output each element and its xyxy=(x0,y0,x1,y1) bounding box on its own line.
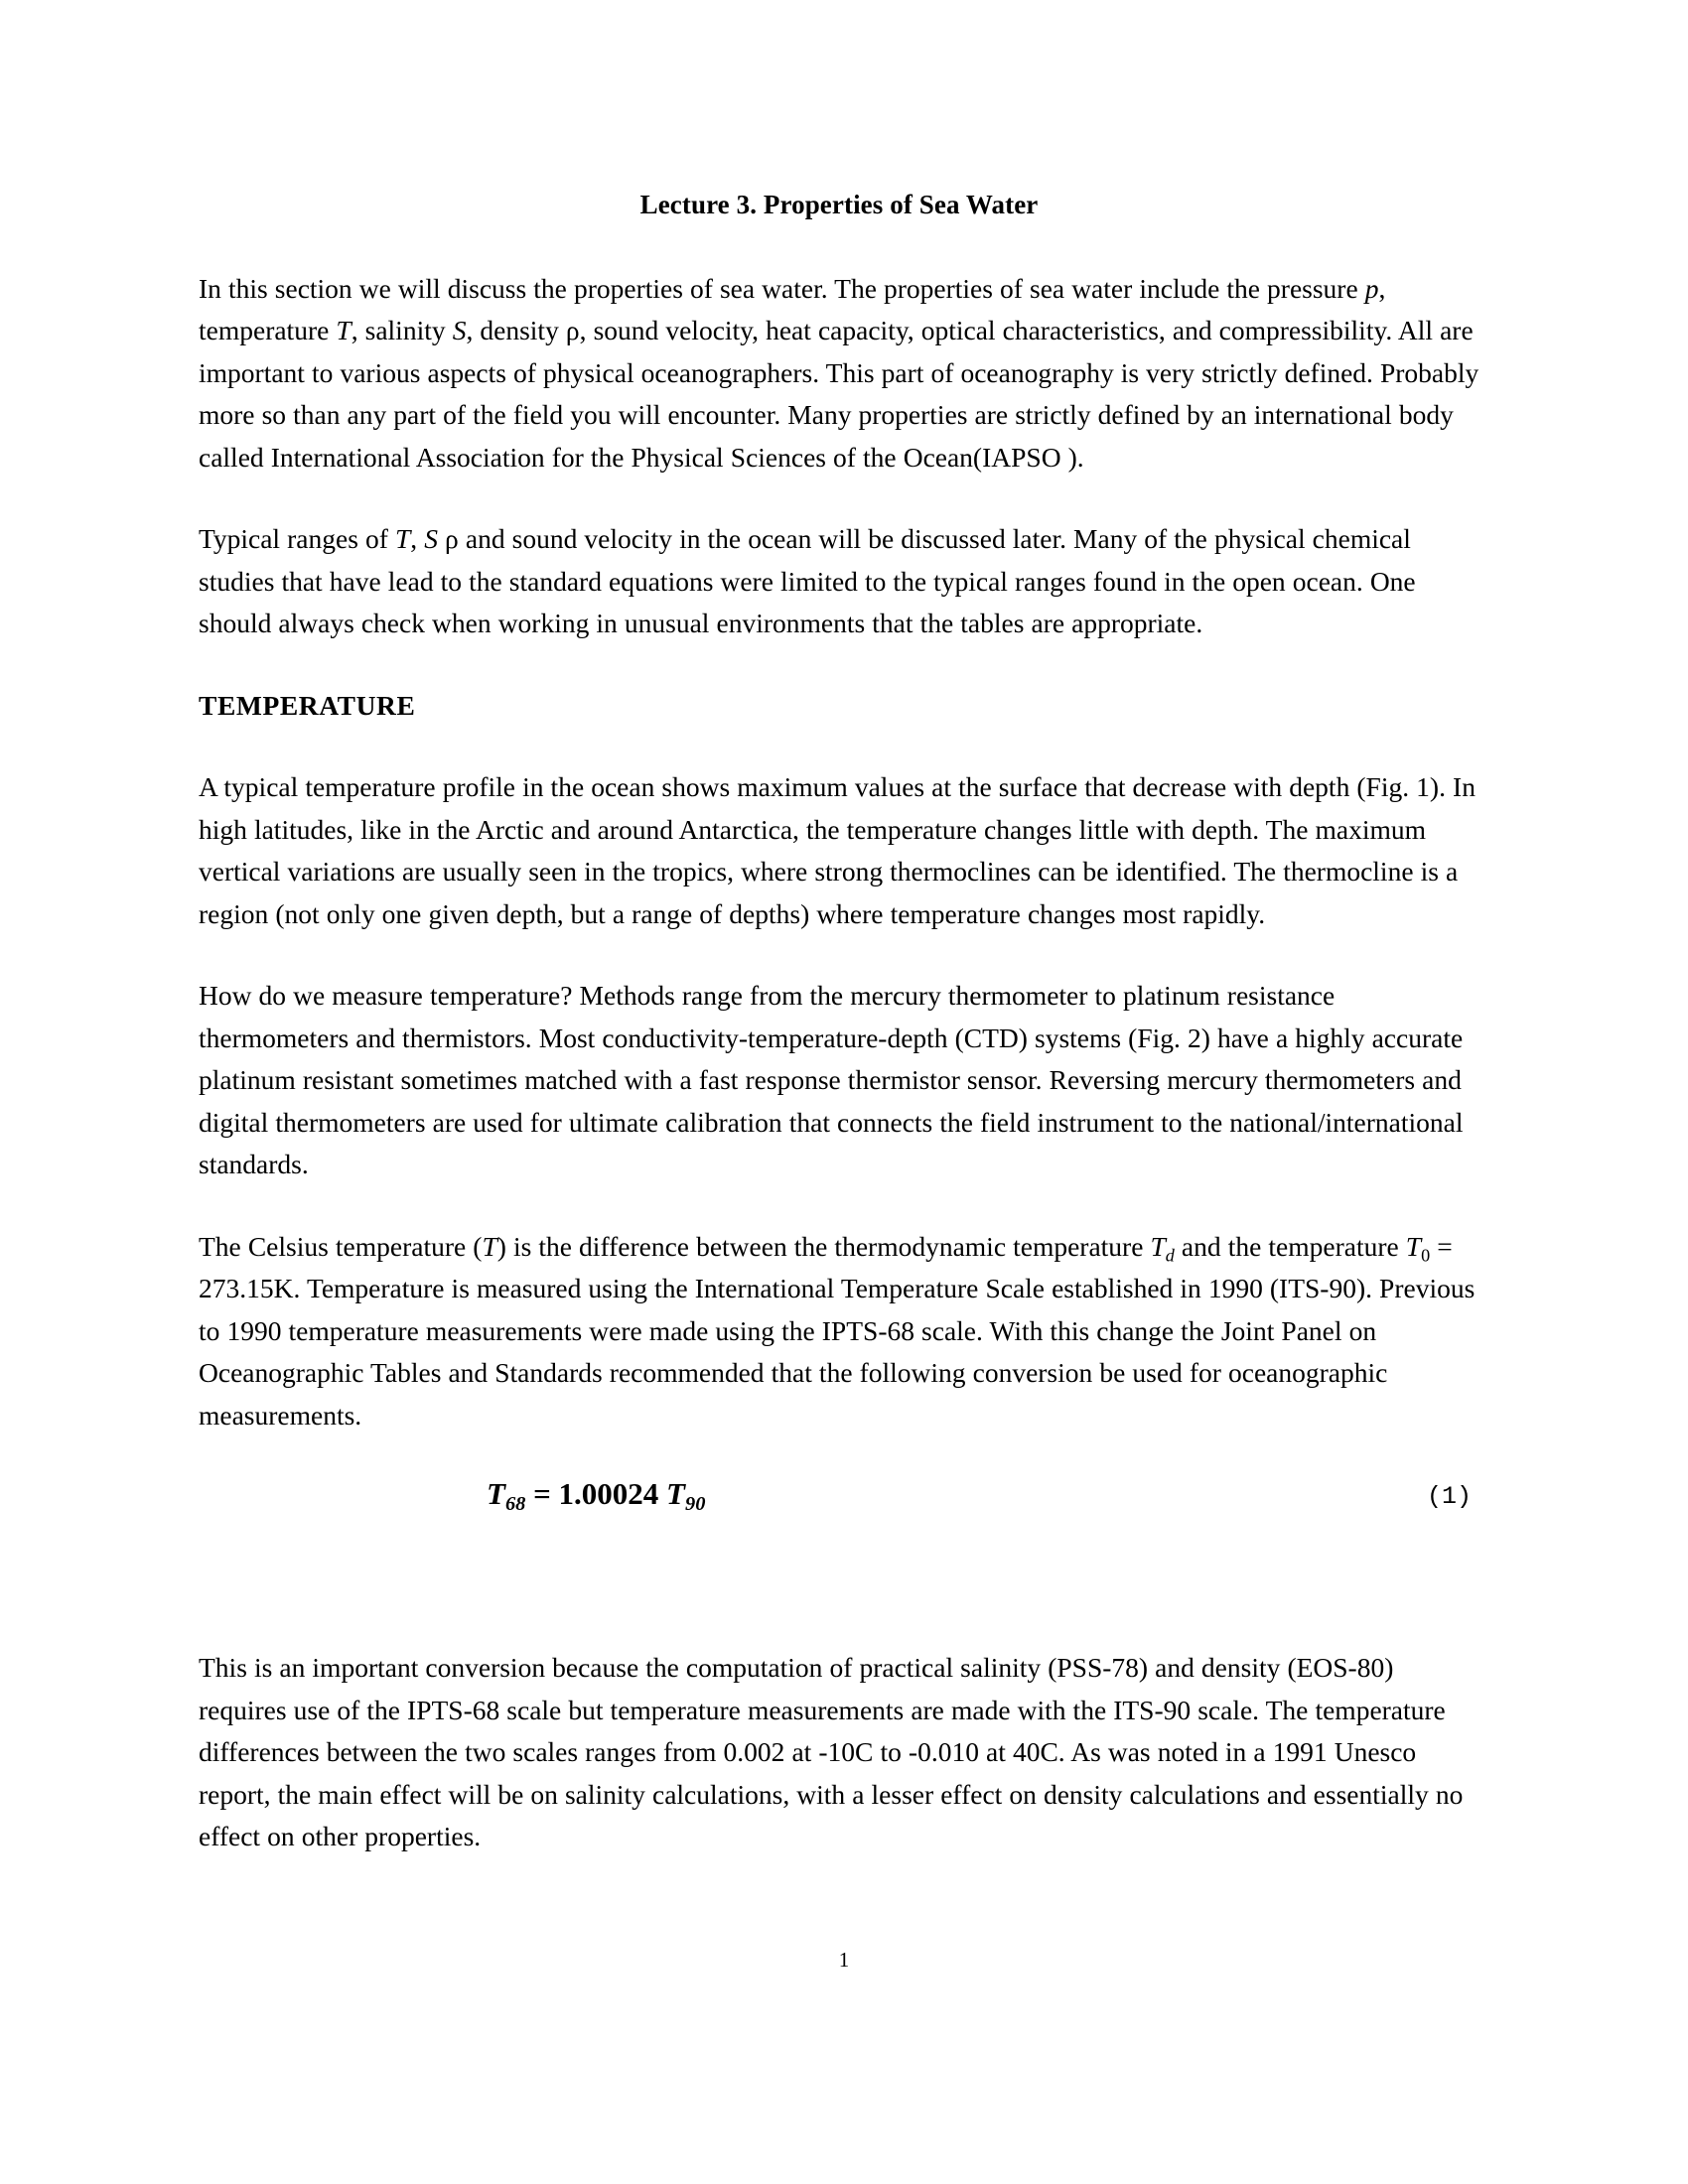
variable-salinity-2: S xyxy=(424,523,438,555)
paragraph-intro-text-b: , temperature xyxy=(199,272,1386,346)
equation-1-expression xyxy=(487,1476,706,1516)
variable-salinity: S xyxy=(452,315,467,346)
variable-temperature: T xyxy=(336,315,352,346)
variable-thermodynamic-temperature: T xyxy=(1150,1230,1166,1262)
paragraph-celsius-text-a: The Celsius temperature ( xyxy=(199,1230,483,1262)
equation-coefficient: 1.00024 xyxy=(558,1476,659,1512)
section-heading-temperature: TEMPERATURE xyxy=(199,689,416,721)
paragraph-intro-text-d: , density ρ, sound velocity, heat capacity, optical characteristics, and compressibility. All are important to various aspects of physical oceanographers. This part of oceanography is very strictly defined. Probably more so than any part of the field you will encounter. Many properties are strictly defined by an international body called International Association for the Physical Sciences of the Ocean(IAPSO ). xyxy=(199,315,1479,473)
variable-pressure: p xyxy=(1364,272,1379,304)
variable-temperature-2: T xyxy=(394,523,411,555)
paragraph-conversion-importance: This is an important conversion because the computation of practical salinity (PSS-78) and density (EOS-80) requires use of the IPTS-68 scale but temperature measurements are made with the ITS-90 scale. The temperature differences between the two scales ranges from 0.002 at -10C to -0.010 at 40C. As was noted in a 1991 Unesco report, the main effect will be on salinity calculations, with a lesser effect on density calculations and essentially no effect on other properties. xyxy=(199,1652,1464,1852)
subscript-zero: 0 xyxy=(1421,1245,1431,1266)
paragraph-celsius-text-c: and the temperature xyxy=(1174,1230,1406,1262)
paragraph-celsius-scale xyxy=(199,1226,1479,1437)
equation-operator: = xyxy=(525,1476,559,1512)
paragraph-intro-text-c: , salinity xyxy=(351,315,453,346)
paragraph-celsius-text-d: = 273.15K. Temperature is measured using the International Temperature Scale established in 1990 (ITS-90). Previous to 1990 temperature measurements were made using the IPTS-68 scale. With this change the Joint Panel on Oceanographic Tables and Standards recommended that the following conversion be used for oceanographic measurements. xyxy=(199,1230,1476,1431)
paragraph-ranges-text-c: ρ and sound velocity in the ocean will be discussed later. Many of the physical chemical studies that have lead to the standard equations were limited to the typical ranges found in the open ocean. One should always check when working in unusual environments that the tables are appropriate. xyxy=(199,523,1416,639)
equation-1-row xyxy=(199,1476,1479,1536)
page-number: 1 xyxy=(838,1948,850,1972)
equation-spacer xyxy=(199,1536,1479,1647)
equation-number: (1) xyxy=(1426,1482,1472,1512)
paragraph-typical-ranges xyxy=(199,518,1479,645)
paragraph-intro-text-a: In this section we will discuss the properties of sea water. The properties of sea water include the pressure xyxy=(199,272,1365,304)
equation-lhs-subscript: 68 xyxy=(504,1493,526,1516)
equation-lhs-variable: T xyxy=(487,1476,505,1512)
page-title: Lecture 3. Properties of Sea Water xyxy=(639,190,1039,219)
paragraph-intro xyxy=(199,268,1479,479)
paragraph-temperature-profile: A typical temperature profile in the ocean shows maximum values at the surface that decrease with depth (Fig. 1). In high latitudes, like in the Arctic and around Antarctica, the temperature changes little with depth. The maximum vertical variations are usually seen in the tropics, where strong thermoclines can be identified. The thermocline is a region (not only one given depth, but a range of depths) where temperature changes most rapidly. xyxy=(199,771,1476,929)
paragraph-measurement-methods: How do we measure temperature? Methods range from the mercury thermometer to platinum resistance thermometers and thermistors. Most conductivity-temperature-depth (CTD) systems (Fig. 2) have a highly accurate platinum resistant sometimes matched with a fast response thermistor sensor. Reversing mercury thermometers and digital thermometers are used for ultimate calibration that connects the field instrument to the national/international standards. xyxy=(199,980,1464,1180)
paragraph-celsius-text-b: ) is the difference between the thermodynamic temperature xyxy=(496,1230,1151,1262)
subscript-d: d xyxy=(1165,1245,1175,1266)
variable-reference-temperature: T xyxy=(1405,1230,1422,1262)
variable-temperature-3: T xyxy=(482,1230,497,1262)
equation-rhs-variable: T xyxy=(658,1476,685,1512)
paragraph-ranges-text-b: , xyxy=(410,523,425,555)
equation-rhs-subscript: 90 xyxy=(684,1493,706,1516)
paragraph-ranges-text-a: Typical ranges of xyxy=(199,523,395,555)
